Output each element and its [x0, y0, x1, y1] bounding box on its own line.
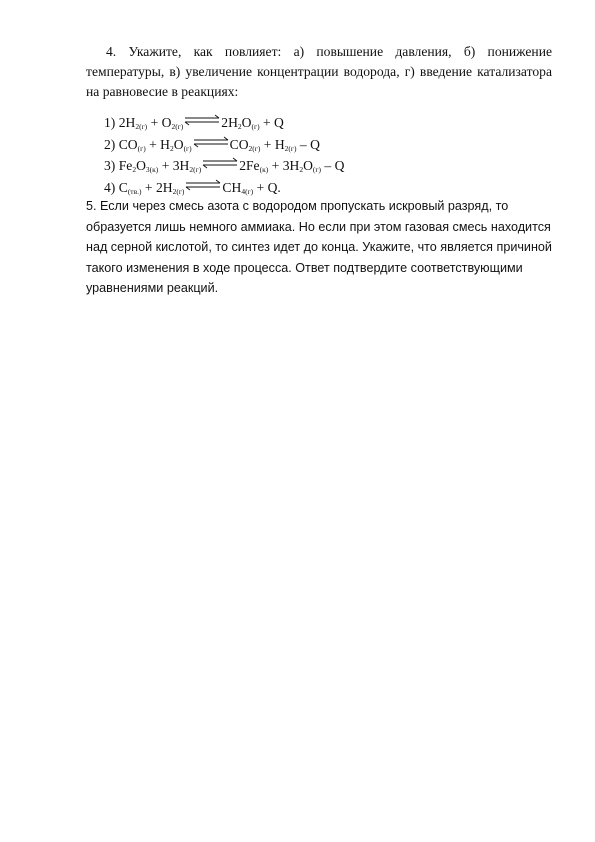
formula-text: O	[241, 115, 252, 130]
formula-subscript: (г)	[312, 165, 321, 174]
formula-text: CO	[118, 136, 138, 152]
formula-text: + Q.	[253, 179, 281, 195]
formula-subscript: 2(г)	[172, 186, 185, 196]
formula-subscript: 2	[169, 143, 174, 153]
reaction-4	[104, 177, 344, 199]
formula-subscript: 2	[299, 165, 304, 174]
formula-text: + Q	[259, 115, 284, 130]
formula-subscript: (тв.)	[127, 186, 142, 196]
task-4-intro: 4. Укажите, как повлияет: а) повышение давления, б) понижение температуры, в) увеличение концентрации водорода, г) введение катализатора на равновесие в реакциях:	[86, 44, 552, 99]
formula-subscript: 2(г)	[248, 143, 261, 153]
equilibrium-arrow-icon	[192, 136, 230, 148]
reaction-2	[104, 134, 344, 156]
formula-text: CH	[222, 179, 242, 195]
reaction-1	[104, 112, 344, 134]
task-5-text: 5. Если через смесь азота с водородом пропускать искровый разряд, то образуется лишь немного аммиака. Но если при этом газовая смесь находится над серной кислотой, то синтез идет до конца. Укажите, что является причиной такого изменения в ходе процесса. Ответ подтвердите соответствующими уравнениями реакций.	[86, 199, 552, 296]
formula-subscript: 2	[237, 122, 242, 131]
equilibrium-arrow-icon	[183, 114, 221, 126]
equilibrium-arrow-icon	[184, 179, 222, 191]
formula-text: C	[118, 179, 128, 195]
formula-text: + 2H	[141, 179, 173, 195]
formula-text: + O	[147, 115, 172, 130]
formula-subscript: 3(к)	[145, 165, 159, 174]
reaction-number: 4)	[104, 179, 119, 195]
formula-text: + 3H	[268, 158, 300, 173]
reaction-list	[104, 112, 344, 198]
formula-subscript: (к)	[259, 165, 269, 174]
reaction-3	[104, 155, 344, 177]
formula-text: 2Fe	[239, 158, 260, 173]
formula-text: + 3H	[158, 158, 190, 173]
reaction-number: 1)	[104, 115, 119, 130]
formula-text: O	[136, 158, 146, 173]
formula-text: O	[173, 136, 184, 152]
formula-subscript: 4(г)	[241, 186, 254, 196]
formula-text: CO	[229, 136, 249, 152]
formula-subscript: (г)	[183, 143, 192, 153]
formula-text: – Q	[296, 136, 320, 152]
formula-subscript: 2(г)	[135, 122, 148, 131]
formula-subscript: (г)	[251, 122, 260, 131]
formula-text: Fe	[118, 158, 133, 173]
formula-text: O	[303, 158, 313, 173]
formula-subscript: 2(г)	[189, 165, 202, 174]
formula-text: 2H	[221, 115, 238, 130]
formula-subscript: (г)	[137, 143, 146, 153]
formula-text: – Q	[320, 158, 345, 173]
formula-subscript: 2	[132, 165, 137, 174]
formula-text: + H	[260, 136, 285, 152]
reaction-number: 3)	[104, 158, 119, 173]
formula-text: + H	[145, 136, 170, 152]
formula-text: 2H	[118, 115, 136, 130]
formula-subscript: 2(г)	[171, 122, 184, 131]
equilibrium-arrow-icon	[201, 157, 239, 169]
formula-subscript: 2(г)	[284, 143, 297, 153]
task-4-text	[86, 42, 552, 102]
reaction-number: 2)	[104, 136, 119, 152]
